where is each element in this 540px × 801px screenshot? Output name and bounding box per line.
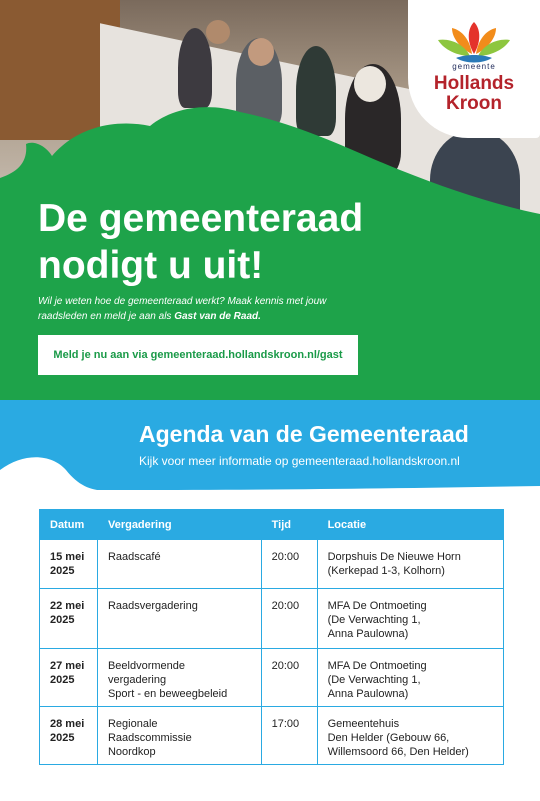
headline-line1: De gemeenteraad xyxy=(38,197,364,240)
invite-text xyxy=(38,294,358,324)
agenda-title-bold: Agenda van xyxy=(139,421,270,447)
row-location: Dorpshuis De Nieuwe Horn (Kerkepad 1-3, Kolhorn) xyxy=(317,540,503,589)
logo-gemeente: gemeente xyxy=(452,62,496,71)
table-header-row xyxy=(40,510,504,540)
row-date: 15 mei 2025 xyxy=(40,540,98,589)
row-meeting: Raadsvergadering xyxy=(97,589,261,649)
agenda-subtitle: Kijk voor meer informatie op gemeenteraad.hollandskroon.nl xyxy=(139,454,460,468)
row-date: 28 mei 2025 xyxy=(40,707,98,765)
row-time: 20:00 xyxy=(261,589,317,649)
table-row xyxy=(40,707,504,765)
agenda-title-rest: de Gemeenteraad xyxy=(269,421,469,447)
table-row xyxy=(40,540,504,589)
header-time: Tijd xyxy=(261,510,317,540)
agenda-table xyxy=(39,509,504,765)
row-meeting: Regionale Raadscommissie Noordkop xyxy=(97,707,261,765)
header-meeting: Vergadering xyxy=(97,510,261,540)
invite-text-main: Wil je weten hoe de gemeenteraad werkt? Maak kennis met jouw raadsleden en meld je aan als xyxy=(38,296,327,322)
logo-name-line1: Hollands xyxy=(433,73,515,94)
logo-name-line2: Kroon xyxy=(446,93,502,114)
agenda-title xyxy=(139,420,469,448)
header-date: Datum xyxy=(40,510,98,540)
row-location: MFA De Ontmoeting (De Verwachting 1, Anna Paulowna) xyxy=(317,589,503,649)
row-date: 22 mei 2025 xyxy=(40,589,98,649)
headline-line2: nodigt u uit! xyxy=(38,244,264,287)
table-row xyxy=(40,589,504,649)
row-location: Gemeentehuis Den Helder (Gebouw 66, Willemsoord 66, Den Helder) xyxy=(317,707,503,765)
white-wave xyxy=(0,440,540,510)
row-time: 20:00 xyxy=(261,649,317,707)
logo-name xyxy=(408,74,540,114)
row-meeting: Raadscafé xyxy=(97,540,261,589)
header-location: Locatie xyxy=(317,510,503,540)
row-time: 17:00 xyxy=(261,707,317,765)
row-date: 27 mei 2025 xyxy=(40,649,98,707)
invite-text-bold: Gast van de Raad. xyxy=(174,311,261,322)
signup-link-box[interactable]: Meld je nu aan via gemeenteraad.hollandskroon.nl/gast xyxy=(38,335,358,375)
headline xyxy=(38,195,363,289)
row-time: 20:00 xyxy=(261,540,317,589)
row-location: MFA De Ontmoeting (De Verwachting 1, Anna Paulowna) xyxy=(317,649,503,707)
table-row xyxy=(40,649,504,707)
row-meeting: Beeldvormende vergadering Sport - en beweegbeleid xyxy=(97,649,261,707)
logo xyxy=(408,0,540,138)
flower-icon xyxy=(436,20,512,64)
